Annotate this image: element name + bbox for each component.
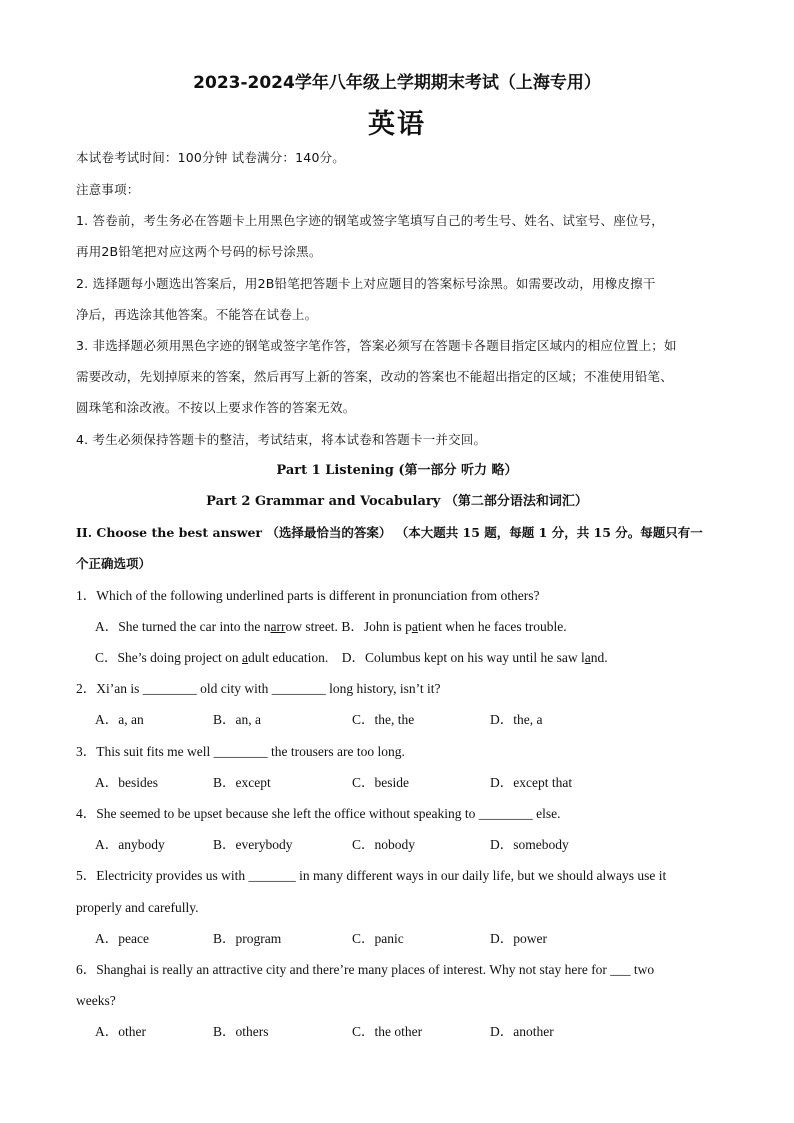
- option-d: D．Columbus kept on his way until he saw land.: [341, 650, 608, 665]
- exam-time-info: 本试卷考试时间：100分钟 试卷满分：140分。: [76, 150, 345, 165]
- option-a: A．other: [95, 1024, 146, 1039]
- part2-heading: Part 2 Grammar and Vocabulary （第二部分语法和词汇）: [206, 494, 588, 509]
- option-c: C．nobody: [352, 837, 416, 852]
- option-d: D．another: [490, 1024, 554, 1039]
- option-c: C．panic: [352, 931, 404, 946]
- option-a: A．besides: [95, 775, 158, 790]
- question-5-stem-cont: properly and carefully.: [76, 900, 199, 915]
- option-d: D．except that: [490, 775, 573, 790]
- part1-heading: Part 1 Listening (第一部分 听力 略）: [276, 463, 518, 478]
- note-line: 4. 考生必须保持答题卡的整洁，考试结束，将本试卷和答题卡一并交回。: [76, 432, 487, 447]
- exam-title: 2023-2024学年八年级上学期期末考试（上海专用）: [193, 73, 601, 93]
- option-a: A．She turned the car into the narrow street.: [95, 619, 342, 634]
- option-b: B．an, a: [213, 712, 261, 727]
- option-b: B．John is patient when he faces trouble.: [341, 619, 567, 634]
- note-line: 净后，再选涂其他答案。不能答在试卷上。: [76, 307, 318, 322]
- option-a: A．peace: [95, 931, 149, 946]
- option-b: B．others: [213, 1024, 269, 1039]
- option-d: D．the, a: [490, 712, 543, 727]
- notice-label: 注意事项：: [76, 182, 140, 197]
- note-line: 再用2B铅笔把对应这两个号码的标号涂黑。: [76, 244, 322, 259]
- note-line: 需要改动，先划掉原来的答案，然后再写上新的答案，改动的答案也不能超出指定的区域；不准使用铅笔、: [76, 369, 673, 384]
- option-a: A．anybody: [95, 837, 165, 852]
- question-3-stem: 3．This suit fits me well ________ the trousers are too long.: [76, 744, 405, 759]
- option-d: D．somebody: [490, 837, 569, 852]
- note-line: 圆珠笔和涂改液。不按以上要求作答的答案无效。: [76, 400, 356, 415]
- option-c: C．beside: [352, 775, 409, 790]
- question-6-stem: 6．Shanghai is really an attractive city and there’re many places of interest. Why not stay here for ___ two: [76, 962, 655, 977]
- option-b: B．program: [213, 931, 282, 946]
- section-heading-cont: 个正确选项）: [76, 556, 152, 571]
- section-heading: II. Choose the best answer （选择最恰当的答案） （本大题共 15 题，每题 1 分，共 15 分。每题只有一: [76, 525, 703, 540]
- subject-title: 英语: [368, 109, 426, 140]
- note-line: 2. 选择题每小题选出答案后，用2B铅笔把答题卡上对应题目的答案标号涂黑。如需要改动，用橡皮擦干: [76, 276, 656, 291]
- question-1-stem: 1．Which of the following underlined parts is different in pronunciation from others?: [76, 588, 540, 603]
- option-d: D．power: [490, 931, 547, 946]
- question-4-stem: 4．She seemed to be upset because she left the office without speaking to ________ else.: [76, 806, 561, 821]
- option-c: C．the, the: [352, 712, 415, 727]
- question-6-stem-cont: weeks?: [76, 993, 116, 1008]
- note-line: 3. 非选择题必须用黑色字迹的钢笔或签字笔作答，答案必须写在答题卡各题目指定区域内的相应位置上；如: [76, 338, 677, 353]
- option-c: C．the other: [352, 1024, 423, 1039]
- question-1-options-ab: [95, 617, 734, 637]
- option-c: C．She’s doing project on adult education.: [95, 650, 329, 665]
- note-line: 1. 答卷前，考生务必在答题卡上用黑色字迹的钢笔或签字笔填写自己的考生号、姓名、试室号、座位号，: [76, 213, 665, 228]
- option-b: B．except: [213, 775, 271, 790]
- option-a: A．a, an: [95, 712, 144, 727]
- option-b: B．everybody: [213, 837, 293, 852]
- question-1-options-cd: [95, 648, 734, 668]
- question-2-stem: 2．Xi’an is ________ old city with ________ long history, isn’t it?: [76, 681, 441, 696]
- question-5-stem: 5．Electricity provides us with _______ in many different ways in our daily life, but we should always use it: [76, 868, 667, 883]
